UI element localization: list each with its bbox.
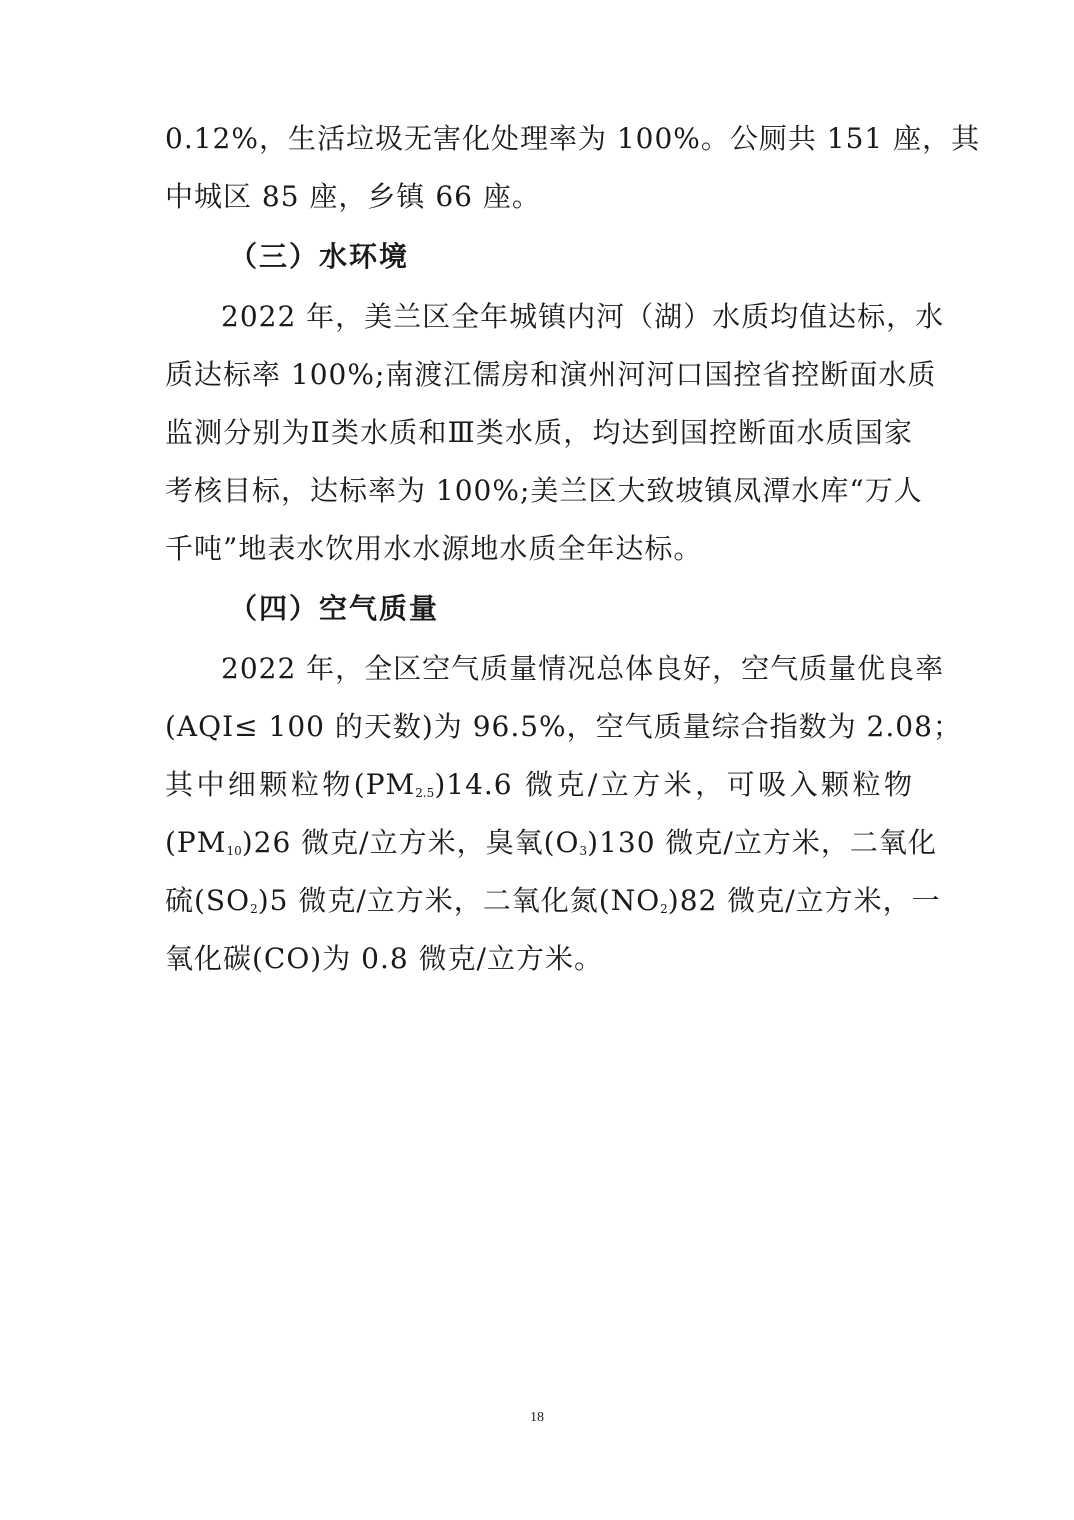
text-segment: )82 微克/立方米，一: [667, 884, 941, 917]
section-heading-air: （四）空气质量: [229, 592, 440, 625]
subscript: 2.5: [415, 786, 435, 800]
text-line: 0.12%，生活垃圾无害化处理率为 100%。公厕共 151 座，其: [165, 122, 981, 155]
text-line: [165, 814, 937, 872]
text-line: 质达标率 100%;南渡江儒房和演州河河口国控省控断面水质: [165, 358, 937, 391]
text-segment: )5 微克/立方米，二氧化氮(NO: [257, 884, 661, 917]
text-segment: )14.6 微克/立方米，可吸入颗粒物: [434, 768, 913, 801]
text-segment: 其中细颗粒物(PM: [165, 768, 416, 801]
section-heading-water: （三）水环境: [229, 240, 410, 273]
page-content: [165, 110, 981, 988]
text-segment: 硫(SO: [165, 884, 251, 917]
text-line: 中城区 85 座，乡镇 66 座。: [165, 180, 541, 213]
subscript: 10: [226, 844, 242, 858]
text-segment: (PM: [165, 826, 227, 859]
text-line: [165, 872, 941, 930]
text-line: 监测分别为Ⅱ类水质和Ⅲ类水质，均达到国控断面水质国家: [165, 416, 913, 449]
subscript: 2: [660, 902, 668, 916]
subscript: 2: [250, 902, 258, 916]
page-number: 18: [530, 1410, 544, 1425]
text-segment: )130 微克/立方米，二氧化: [587, 826, 937, 859]
text-line: 考核目标，达标率为 100%;美兰区大致坡镇凤潭水库“万人: [165, 474, 923, 507]
text-line: 2022 年，美兰区全年城镇内河（湖）水质均值达标，水: [221, 300, 945, 333]
text-segment: )26 微克/立方米，臭氧(O: [241, 826, 580, 859]
text-line: (AQI≤ 100 的天数)为 96.5%，空气质量综合指数为 2.08；: [165, 710, 962, 743]
subscript: 3: [579, 844, 588, 858]
text-line: 氧化碳(CO)为 0.8 微克/立方米。: [165, 942, 603, 975]
text-line: 千吨”地表水饮用水水源地水质全年达标。: [165, 532, 703, 565]
text-line: 2022 年，全区空气质量情况总体良好，空气质量优良率: [221, 652, 945, 685]
text-line: [165, 756, 913, 814]
